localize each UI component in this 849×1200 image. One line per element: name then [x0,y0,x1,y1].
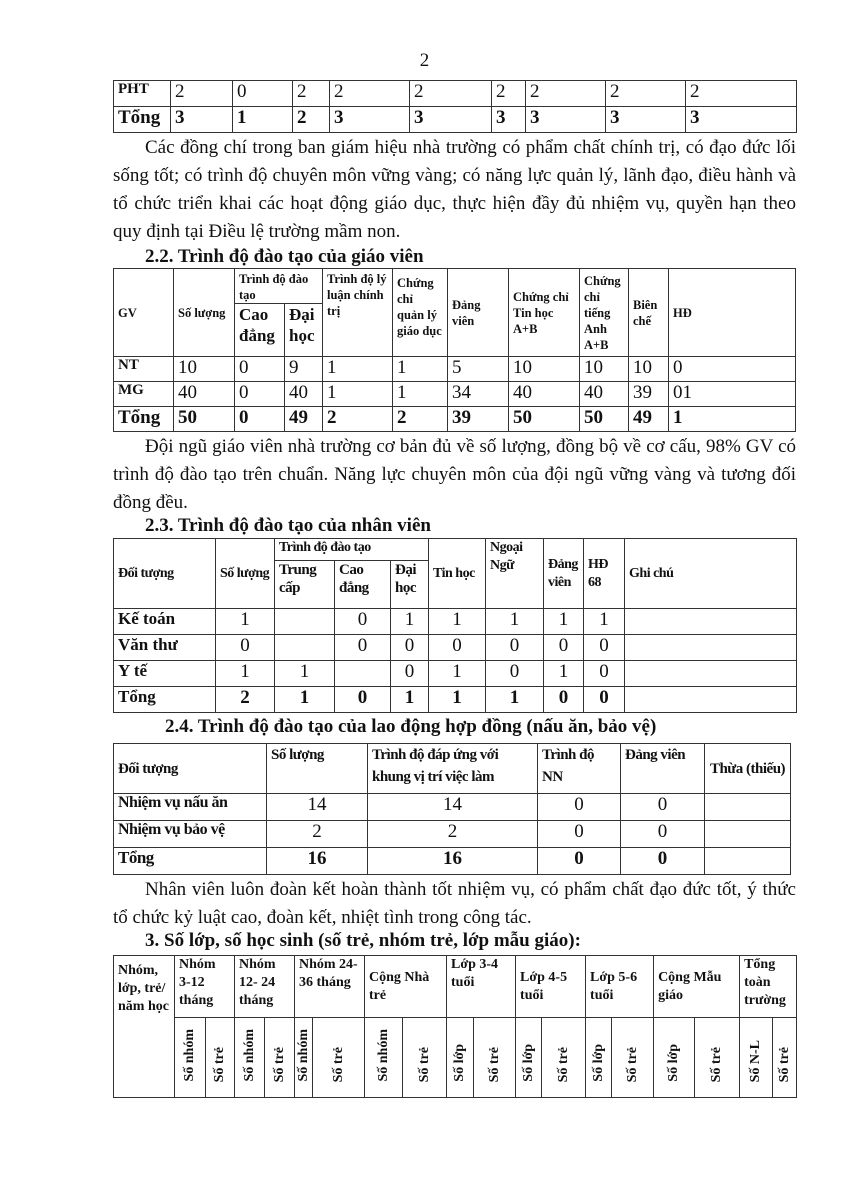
cell: 3 [410,107,492,133]
subheader: Số trẻ [330,1046,346,1082]
cell: 1 [323,382,393,407]
cell: 1 [391,609,429,635]
header-dai-hoc: Đại học [285,304,323,357]
table-row [114,848,791,875]
cell [335,661,391,687]
cell: 2 [686,81,797,107]
cell: 2 [330,81,410,107]
header-group: Tổng toàn trường [740,956,797,1018]
table-row [114,107,797,133]
cell: 2 [368,821,538,848]
cell: 0 [486,635,544,661]
cell: 0 [235,357,285,382]
cell: 40 [509,382,580,407]
cell: 01 [669,382,796,407]
cell: 1 [486,609,544,635]
header-group: Lớp 3-4 tuổi [447,956,516,1018]
table-so-lop-hoc-sinh [113,955,797,1098]
header-so-luong: Số lượng [216,539,275,609]
cell: 10 [629,357,669,382]
header-group: Lớp 4-5 tuổi [516,956,586,1018]
cell [625,635,797,661]
cell: 0 [538,821,621,848]
table-row [114,81,797,107]
cell: 16 [368,848,538,875]
cell: 0 [544,687,584,713]
cell: 1 [584,609,625,635]
cell: 1 [544,661,584,687]
subheader: Số trẻ [486,1046,502,1082]
cell: 10 [174,357,235,382]
cell: 3 [171,107,233,133]
header-group: Cộng Mẫu giáo [654,956,740,1018]
paragraph-bgh: Các đồng chí trong ban giám hiệu nhà trường có phẩm chất chính trị, có đạo đức lối sống tốt; có trình độ chuyên môn vững vàng; có năng lực quản lý, lãnh đạo, điều hành và tổ chức triển khai các hoạt động giáo dục, thực hiện đầy đủ nhiệm vụ, quyền hạn theo quy định tại Điều lệ trường mầm non. [113,137,796,242]
subheader: Số trẻ [555,1046,571,1082]
header-cao-dang: Cao đẳng [335,561,391,609]
header-thua-thieu: Thừa (thiếu) [705,744,791,794]
cell: 0 [235,382,285,407]
table-nhan-vien [113,538,797,713]
header-nhom-lop: Nhóm, lớp, trẻ/ năm học [114,956,175,1098]
table-header-row [114,744,791,794]
table-row [114,821,791,848]
cell: 3 [526,107,606,133]
row-label: Nhiệm vụ bảo vệ [114,821,267,848]
cell: 16 [267,848,368,875]
cell: 0 [429,635,486,661]
subheader: Số trẻ [624,1046,640,1082]
cell: 3 [492,107,526,133]
cell: 1 [429,661,486,687]
cell [705,794,791,821]
header-hd: HĐ [669,269,796,357]
cell: 39 [629,382,669,407]
cell: 40 [580,382,629,407]
header-ngoai-ngu: Ngoại Ngữ [486,539,544,609]
table-subheader-row [114,1018,797,1098]
cell: 0 [621,794,705,821]
subheader: Số nhóm [375,1029,391,1082]
cell: 9 [285,357,323,382]
paragraph-giao-vien: Đội ngũ giáo viên nhà trường cơ bản đủ về số lượng, đồng bộ về cơ cấu, 98% GV có trình độ đào tạo trên chuẩn. Năng lực chuyên môn của đội ngũ vững vàng và tương đối đồng đều. [113,436,796,513]
heading-2-4: 2.4. Trình độ đào tạo của lao động hợp đồng (nấu ăn, bảo vệ) [165,716,657,737]
cell: 40 [174,382,235,407]
subheader: Số lớp [452,1044,468,1082]
cell: 2 [171,81,233,107]
cell: 39 [448,407,509,432]
header-doi-tuong: Đối tượng [114,744,267,794]
header-group: Nhóm 12- 24 tháng [235,956,295,1018]
subheader: Số nhóm [182,1029,197,1082]
paragraph-nhan-vien: Nhân viên luôn đoàn kết hoàn thành tốt nhiệm vụ, có phẩm chất đạo đức tốt, ý thức tổ chức kỷ luật cao, đoàn kết, nhiệt tình trong công tác. [113,879,796,928]
cell: 0 [621,821,705,848]
header-hd68: HĐ 68 [584,539,625,609]
table-row [114,687,797,713]
header-ly-luan: Trình độ lý luận chính trị [323,269,393,357]
cell: 0 [544,635,584,661]
cell: 0 [621,848,705,875]
cell: 1 [429,687,486,713]
header-doi-tuong: Đối tượng [114,539,216,609]
table-row [114,794,791,821]
cell: 1 [233,107,293,133]
cell: 0 [584,687,625,713]
cell: 2 [606,81,686,107]
cell: 1 [393,382,448,407]
row-label: MG [114,382,174,407]
cell [625,609,797,635]
cell: 0 [235,407,285,432]
cell: 2 [267,821,368,848]
cell: 0 [335,609,391,635]
row-label: Tổng [114,407,174,432]
header-so-luong: Số lượng [174,269,235,357]
cell: 0 [335,687,391,713]
table-header-row [114,269,796,304]
cell: 2 [526,81,606,107]
header-dang-vien: Đảng viên [448,269,509,357]
cell: 1 [393,357,448,382]
cell: 2 [293,107,330,133]
cell: 2 [393,407,448,432]
cell: 1 [669,407,796,432]
cell: 50 [174,407,235,432]
cell: 10 [580,357,629,382]
header-tieng-anh: Chứng chỉ tiếng Anh A+B [580,269,629,357]
table-giao-vien [113,268,796,432]
header-bien-che: Biên chế [629,269,669,357]
cell: 1 [216,609,275,635]
header-group: Nhóm 3-12 tháng [175,956,235,1018]
header-tin-hoc: Chứng chỉ Tin học A+B [509,269,580,357]
cell: 0 [391,635,429,661]
subheader: Số trẻ [212,1046,227,1082]
cell: 1 [486,687,544,713]
subheader: Số trẻ [416,1046,432,1082]
cell: 1 [275,661,335,687]
row-label: Tổng [114,107,171,133]
subheader: Số lớp [666,1044,682,1082]
cell: 0 [584,661,625,687]
cell [625,661,797,687]
subheader: Số lớp [520,1044,536,1082]
cell: 2 [410,81,492,107]
cell: 0 [584,635,625,661]
cell: 0 [486,661,544,687]
table-row [114,661,797,687]
cell: 1 [275,687,335,713]
cell: 2 [492,81,526,107]
heading-2-2: 2.2. Trình độ đào tạo của giáo viên [145,246,424,267]
row-label: Văn thư [114,635,216,661]
header-cao-dang: Cao đẳng [235,304,285,357]
cell: 1 [429,609,486,635]
cell: 2 [216,687,275,713]
cell: 1 [216,661,275,687]
row-label: NT [114,357,174,382]
cell: 49 [285,407,323,432]
heading-2-3: 2.3. Trình độ đào tạo của nhân viên [145,515,431,536]
header-dai-hoc: Đại học [391,561,429,609]
cell: 1 [391,687,429,713]
table-bgh [113,80,797,133]
table-row [114,407,796,432]
header-ghi-chu: Ghi chú [625,539,797,609]
cell: 10 [509,357,580,382]
cell: 49 [629,407,669,432]
cell: 0 [335,635,391,661]
cell: 40 [285,382,323,407]
cell: 14 [267,794,368,821]
header-dang-vien: Đảng viên [621,744,705,794]
subheader: Số trẻ [776,1046,792,1082]
table-header-row [114,539,797,561]
cell: 14 [368,794,538,821]
row-label: Tổng [114,687,216,713]
heading-3: 3. Số lớp, số học sinh (số trẻ, nhóm trẻ, lớp mẫu giáo): [145,930,581,951]
cell: 50 [509,407,580,432]
header-quan-ly: Chứng chỉ quản lý giáo dục [393,269,448,357]
table-row [114,357,796,382]
row-label: Y tế [114,661,216,687]
cell: 0 [391,661,429,687]
cell: 2 [323,407,393,432]
row-label: PHT [114,81,171,107]
cell: 0 [216,635,275,661]
header-group: Cộng Nhà trẻ [365,956,447,1018]
header-trinh-do-dao-tao: Trình độ đào tạo [275,539,429,561]
header-dang-vien: Đảng viên [544,539,584,609]
table-row [114,609,797,635]
cell: 1 [323,357,393,382]
header-trinh-do-nn: Trình độ NN [538,744,621,794]
cell [275,609,335,635]
header-trinh-do-dao-tao: Trình độ đào tạo [235,269,323,304]
cell: 34 [448,382,509,407]
subheader: Số nhóm [295,1029,311,1082]
row-label: Nhiệm vụ nấu ăn [114,794,267,821]
cell: 3 [686,107,797,133]
cell [705,848,791,875]
table-row [114,635,797,661]
cell: 0 [669,357,796,382]
header-gv: GV [114,269,174,357]
cell: 0 [538,794,621,821]
cell: 50 [580,407,629,432]
cell: 3 [330,107,410,133]
table-lao-dong-hop-dong [113,743,791,875]
cell [275,635,335,661]
subheader: Số trẻ [709,1046,725,1082]
cell: 2 [293,81,330,107]
cell: 3 [606,107,686,133]
subheader: Số N-L [748,1039,764,1082]
subheader: Số trẻ [271,1046,287,1082]
cell [705,821,791,848]
subheader: Số nhóm [241,1029,257,1082]
row-label: Tổng [114,848,267,875]
header-group: Lớp 5-6 tuổi [586,956,654,1018]
table-row [114,382,796,407]
cell: 5 [448,357,509,382]
header-so-luong: Số lượng [267,744,368,794]
cell: 0 [233,81,293,107]
header-tin-hoc: Tin học [429,539,486,609]
header-dap-ung: Trình độ đáp ứng với khung vị trí việc làm [368,744,538,794]
page-number: 2 [419,50,430,71]
cell: 0 [538,848,621,875]
header-group: Nhóm 24-36 tháng [295,956,365,1018]
cell: 1 [544,609,584,635]
subheader: Số lớp [590,1044,606,1082]
row-label: Kế toán [114,609,216,635]
cell [625,687,797,713]
header-trung-cap: Trung cấp [275,561,335,609]
table-header-row [114,956,797,1018]
